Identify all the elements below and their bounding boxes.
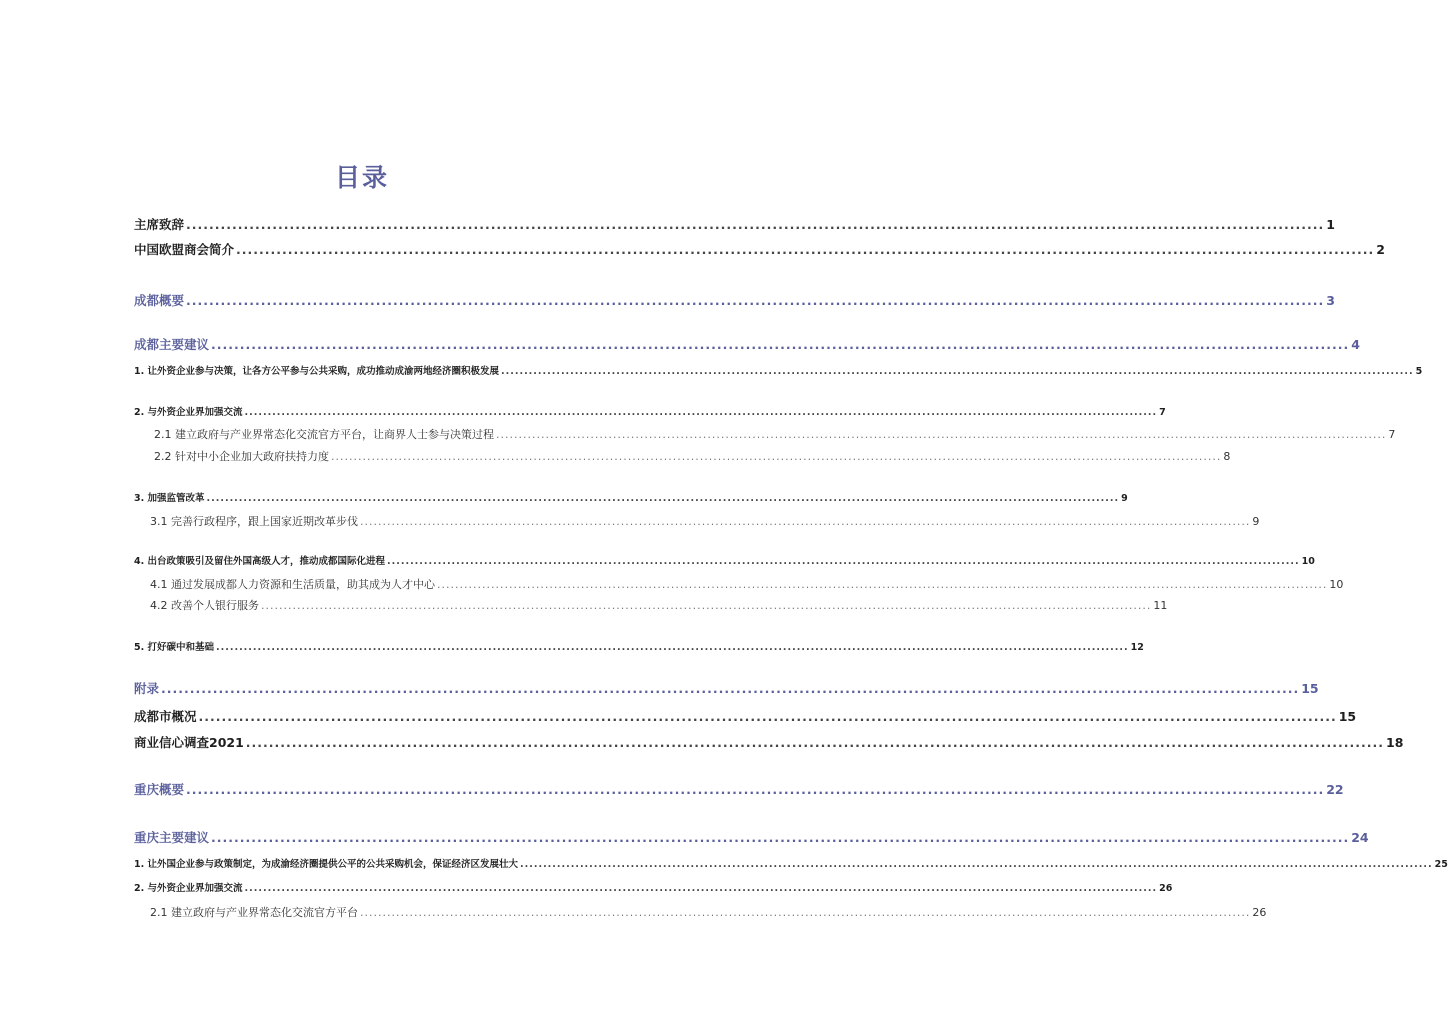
- toc-entry[interactable]: [0, 426, 1396, 442]
- toc-entry[interactable]: [0, 733, 1404, 751]
- toc-leader: ......................................................................................................................................................................................................: [211, 830, 1350, 845]
- toc-entry-page: 10: [1329, 578, 1344, 591]
- toc-leader: ......................................................................................................................................................................................................: [186, 782, 1325, 797]
- toc-entry[interactable]: [0, 597, 1168, 613]
- toc-entry-page: 15: [1301, 681, 1319, 696]
- toc-entry-label: 主席致辞: [134, 217, 185, 232]
- toc-entry-page: 9: [1252, 515, 1260, 528]
- toc-entry-page: 24: [1351, 830, 1369, 845]
- toc-entry-label: 重庆概要: [134, 782, 185, 797]
- toc-leader: ......................................................................................................................................................................................................: [360, 515, 1251, 528]
- toc-entry-label: 附录: [134, 681, 160, 696]
- toc-entry-label: 3. 加强监管改革: [134, 493, 205, 504]
- toc-entry-page: 4: [1351, 337, 1360, 352]
- toc-leader: ......................................................................................................................................................................................................: [501, 366, 1414, 377]
- toc-leader: ......................................................................................................................................................................................................: [216, 642, 1129, 653]
- toc-entry-label: 商业信心调查2021: [134, 735, 244, 750]
- toc-entry[interactable]: [0, 639, 1144, 653]
- toc-entry[interactable]: [0, 880, 1173, 894]
- toc-entry-label: 成都市概况: [134, 709, 197, 724]
- toc-entry-label: 成都概要: [134, 293, 185, 308]
- toc-entry[interactable]: [0, 291, 1335, 309]
- toc-entry-page: 5: [1415, 366, 1423, 377]
- toc-entry-page: 18: [1386, 735, 1404, 750]
- toc-entry[interactable]: [0, 679, 1319, 697]
- toc-leader: ......................................................................................................................................................................................................: [261, 599, 1152, 612]
- toc-entry-page: 1: [1326, 217, 1335, 232]
- toc-leader: ......................................................................................................................................................................................................: [331, 450, 1222, 463]
- toc-leader: ......................................................................................................................................................................................................: [520, 859, 1433, 870]
- toc-entry[interactable]: [0, 553, 1315, 567]
- toc-entry-page: 26: [1252, 906, 1267, 919]
- toc-leader: ......................................................................................................................................................................................................: [360, 906, 1251, 919]
- toc-entry-label: 1. 让外国企业参与政策制定，为成渝经济圈提供公平的公共采购机会，保证经济区发展壮大: [134, 859, 519, 870]
- toc-leader: ......................................................................................................................................................................................................: [244, 407, 1158, 418]
- toc-entry-label: 2.1 建立政府与产业界常态化交流官方平台: [150, 906, 358, 919]
- toc-entry-page: 8: [1223, 450, 1231, 463]
- toc-entry-page: 7: [1388, 428, 1396, 441]
- toc-leader: ......................................................................................................................................................................................................: [387, 556, 1300, 567]
- toc-entry-page: 25: [1434, 859, 1448, 870]
- toc-entry-label: 4.1 通过发展成都人力资源和生活质量，助其成为人才中心: [150, 578, 435, 591]
- toc-entry-page: 11: [1153, 599, 1168, 612]
- toc-entry[interactable]: [0, 828, 1369, 846]
- toc-entry[interactable]: [0, 335, 1360, 353]
- toc-entry-label: 成都主要建议: [134, 337, 210, 352]
- toc-entry-page: 2: [1376, 242, 1385, 257]
- toc-entry-page: 15: [1338, 709, 1357, 724]
- toc-entry[interactable]: [0, 215, 1335, 233]
- toc-entry-label: 2. 与外资企业界加强交流: [134, 407, 243, 418]
- toc-entry-label: 5. 打好碳中和基础: [134, 642, 215, 653]
- toc-entry[interactable]: [0, 780, 1344, 798]
- toc-entry-page: 3: [1326, 293, 1335, 308]
- toc-entry[interactable]: [0, 904, 1267, 920]
- toc-entry-label: 4.2 改善个人银行服务: [150, 599, 259, 612]
- toc-leader: ......................................................................................................................................................................................................: [245, 735, 1385, 750]
- toc-entry[interactable]: [0, 576, 1344, 592]
- toc-leader: ......................................................................................................................................................................................................: [496, 428, 1387, 441]
- toc-entry[interactable]: [0, 856, 1448, 870]
- toc-entry[interactable]: [0, 448, 1231, 464]
- toc-entry-page: 12: [1130, 642, 1144, 653]
- toc-entry-label: 1. 让外资企业参与决策，让各方公平参与公共采购，成功推动成渝两地经济圈积极发展: [134, 366, 500, 377]
- toc-entry[interactable]: [0, 404, 1166, 418]
- toc-entry[interactable]: [0, 240, 1385, 258]
- toc-entry-label: 3.1 完善行政程序，跟上国家近期改革步伐: [150, 515, 358, 528]
- toc-entry[interactable]: [0, 707, 1357, 725]
- toc-entry-label: 中国欧盟商会简介: [134, 242, 235, 257]
- toc-leader: ......................................................................................................................................................................................................: [161, 681, 1300, 696]
- toc-leader: ......................................................................................................................................................................................................: [244, 883, 1158, 894]
- toc-leader: ......................................................................................................................................................................................................: [198, 709, 1337, 724]
- toc-leader: ......................................................................................................................................................................................................: [437, 578, 1328, 591]
- toc-entry-page: 9: [1121, 493, 1128, 504]
- toc-entry-label: 2.1 建立政府与产业界常态化交流官方平台，让商界人士参与决策过程: [154, 428, 494, 441]
- toc-leader: ......................................................................................................................................................................................................: [211, 337, 1350, 352]
- toc-title: 目录: [334, 163, 389, 192]
- toc-entry-label: 4. 出台政策吸引及留住外国高级人才，推动成都国际化进程: [134, 556, 386, 567]
- toc-entry-page: 26: [1159, 883, 1173, 894]
- toc-entry-page: 7: [1159, 407, 1166, 418]
- toc-leader: ......................................................................................................................................................................................................: [186, 293, 1325, 308]
- toc-entry-page: 22: [1326, 782, 1344, 797]
- toc-entry[interactable]: [0, 513, 1260, 529]
- toc-entry[interactable]: [0, 363, 1423, 377]
- toc-leader: ......................................................................................................................................................................................................: [186, 217, 1325, 232]
- toc-entry-page: 10: [1301, 556, 1315, 567]
- toc-entry[interactable]: [0, 490, 1128, 504]
- toc-entry-label: 重庆主要建议: [134, 830, 210, 845]
- toc-leader: ......................................................................................................................................................................................................: [236, 242, 1375, 257]
- toc-entry-label: 2. 与外资企业界加强交流: [134, 883, 243, 894]
- toc-entry-label: 2.2 针对中小企业加大政府扶持力度: [154, 450, 329, 463]
- toc-leader: ......................................................................................................................................................................................................: [206, 493, 1120, 504]
